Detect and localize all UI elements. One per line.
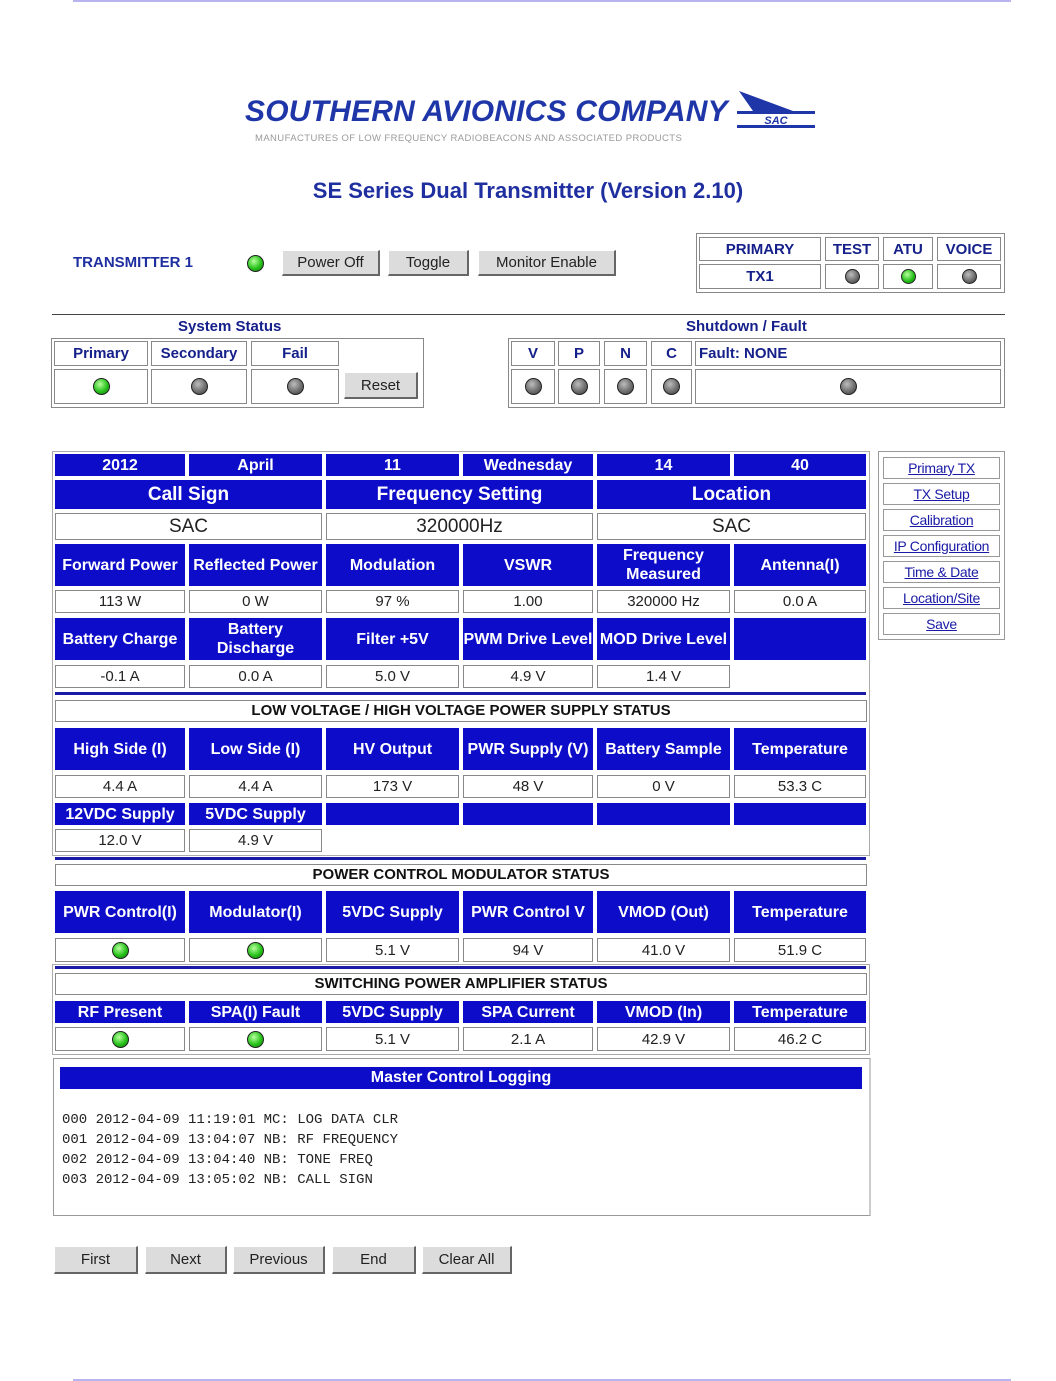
atu-led [901,269,916,284]
page-title: SE Series Dual Transmitter (Version 2.10) [312,178,744,203]
pwm-drive-level-value: 4.9 V [463,665,593,688]
fault-p-led [571,378,588,395]
date-month: April [189,454,322,476]
spa-current-value: 2.1 A [463,1027,593,1051]
log-entry: 000 2012-04-09 11:19:01 MC: LOG DATA CLR [62,1112,399,1128]
spa-5vdc-supply-header: 5VDC Supply [326,1001,459,1023]
nav-panel [878,451,1005,640]
nav-time-date[interactable]: Time & Date [883,561,1000,583]
nav-location-site[interactable]: Location/Site [883,587,1000,609]
spa-fault-led-cell [189,1027,322,1051]
fault-p-led-cell [558,369,600,404]
pcm-5vdc-supply-value: 5.1 V [326,938,459,962]
rf-present-led-cell [55,1027,185,1051]
low-side-current-header: Low Side (I) [189,728,322,770]
date-year: 2012 [55,454,185,476]
pcm-temperature-value: 51.9 C [734,938,866,962]
system-fail-header: Fail [251,341,339,366]
empty-header [597,803,730,825]
spa-temperature-header: Temperature [734,1001,866,1023]
log-panel [53,1058,871,1216]
shutdown-fault-title: Shutdown / Fault [686,318,807,335]
fault-n-led [617,378,634,395]
battery-discharge-value: 0.0 A [189,665,322,688]
fault-v-led [525,378,542,395]
modulator-led [247,942,264,959]
spa-fault-led [247,1031,264,1048]
transmitter-status-led [247,255,264,272]
high-side-current-header: High Side (I) [55,728,185,770]
lvhv-temperature-header: Temperature [734,728,866,770]
5vdc-supply-value: 4.9 V [189,829,322,852]
toggle-button[interactable]: Toggle [388,250,469,276]
fault-led-cell [695,369,1001,404]
brand-tagline: MANUFACTURES OF LOW FREQUENCY RADIOBEACONS AND ASSOCIATED PRODUCTS [255,133,683,144]
system-secondary-led [191,378,208,395]
spa-fault-header: SPA(I) Fault [189,1001,322,1023]
lvhv-separator [55,692,866,695]
voice-led [962,269,977,284]
primary-header: PRIMARY [699,237,821,261]
fault-led [840,378,857,395]
fault-n-header: N [604,341,647,366]
rf-present-led [112,1031,129,1048]
vmod-out-value: 41.0 V [597,938,730,962]
modulation-value: 97 % [326,590,459,613]
monitor-enable-button[interactable]: Monitor Enable [478,250,616,276]
forward-power-header: Forward Power [55,544,185,586]
spa-current-header: SPA Current [463,1001,593,1023]
spa-5vdc-supply-value: 5.1 V [326,1027,459,1051]
transmitter-label: TRANSMITTER 1 [73,254,193,271]
filter-5v-value: 5.0 V [326,665,459,688]
log-first-button[interactable]: First [54,1246,138,1274]
location-value: SAC [597,513,866,540]
modulation-header: Modulation [326,544,459,586]
system-secondary-led-cell [151,369,247,404]
system-primary-led [93,378,110,395]
system-secondary-header: Secondary [151,341,247,366]
filter-5v-header: Filter +5V [326,618,459,660]
time-hour: 14 [597,454,730,476]
vswr-header: VSWR [463,544,593,586]
voice-led-cell [937,264,1001,289]
brand-name: SOUTHERN AVIONICS COMPANY [245,95,728,128]
pwr-control-led [112,942,129,959]
low-side-current-value: 4.4 A [189,775,322,798]
fault-text: Fault: NONE [695,341,1001,366]
log-entry: 001 2012-04-09 13:04:07 NB: RF FREQUENCY [62,1132,399,1148]
forward-power-value: 113 W [55,590,185,613]
pwr-control-current-header: PWR Control(I) [55,891,185,933]
battery-discharge-header: Battery Discharge [189,618,322,660]
modulator-led-cell [189,938,322,962]
fault-c-led [663,378,680,395]
log-clear-all-button[interactable]: Clear All [422,1246,512,1274]
pcm-5vdc-supply-header: 5VDC Supply [326,891,459,933]
pwr-supply-voltage-header: PWR Supply (V) [463,728,593,770]
pwr-control-led-cell [55,938,185,962]
log-title: Master Control Logging [60,1067,862,1089]
pcm-temperature-header: Temperature [734,891,866,933]
battery-charge-header: Battery Charge [55,618,185,660]
5vdc-supply-header: 5VDC Supply [189,803,322,825]
date-weekday: Wednesday [463,454,593,476]
antenna-current-value: 0.0 A [734,590,866,613]
lvhv-title: LOW VOLTAGE / HIGH VOLTAGE POWER SUPPLY STATUS [55,700,867,722]
pwm-drive-level-header: PWM Drive Level [463,618,593,660]
system-status-title: System Status [178,318,282,335]
log-end-button[interactable]: End [332,1246,416,1274]
rf-present-header: RF Present [55,1001,185,1023]
reflected-power-value: 0 W [189,590,322,613]
pwr-control-voltage-value: 94 V [463,938,593,962]
fault-c-led-cell [651,369,692,404]
system-primary-led-cell [54,369,148,404]
vmod-in-value: 42.9 V [597,1027,730,1051]
reset-button[interactable]: Reset [344,372,418,399]
nav-ip-configuration[interactable]: IP Configuration [883,535,1000,557]
vswr-value: 1.00 [463,590,593,613]
status-divider [52,314,1005,315]
test-led [845,269,860,284]
log-entry: 002 2012-04-09 13:04:40 NB: TONE FREQ [62,1152,373,1168]
primary-value: TX1 [699,264,821,289]
test-header: TEST [825,237,879,261]
reflected-power-header: Reflected Power [189,544,322,586]
hv-output-header: HV Output [326,728,459,770]
log-entry: 003 2012-04-09 13:05:02 NB: CALL SIGN [62,1172,373,1188]
test-led-cell [825,264,879,289]
frequency-setting-value: 320000Hz [326,513,593,540]
system-primary-header: Primary [54,341,148,366]
nav-primary-tx[interactable]: Primary TX [883,457,1000,479]
empty-header [326,803,459,825]
call-sign-header: Call Sign [55,480,322,509]
mod-drive-level-value: 1.4 V [597,665,730,688]
high-side-current-value: 4.4 A [55,775,185,798]
fault-v-led-cell [511,369,555,404]
antenna-current-header: Antenna(I) [734,544,866,586]
date-day: 11 [326,454,459,476]
vmod-out-header: VMOD (Out) [597,891,730,933]
log-previous-button[interactable]: Previous [233,1246,325,1274]
time-minute: 40 [734,454,866,476]
atu-led-cell [883,264,933,289]
vmod-in-header: VMOD (In) [597,1001,730,1023]
fault-v-header: V [511,341,555,366]
pcm-separator [55,857,866,860]
nav-calibration[interactable]: Calibration [883,509,1000,531]
power-off-button[interactable]: Power Off [282,250,380,276]
system-fail-led [287,378,304,395]
frequency-measured-value: 320000 Hz [597,590,730,613]
frequency-setting-header: Frequency Setting [326,480,593,509]
pwr-control-voltage-header: PWR Control V [463,891,593,933]
12vdc-supply-header: 12VDC Supply [55,803,185,825]
battery-sample-value: 0 V [597,775,730,798]
fault-n-led-cell [604,369,647,404]
12vdc-supply-value: 12.0 V [55,829,185,852]
nav-save[interactable]: Save [883,613,1000,635]
pwr-supply-voltage-value: 48 V [463,775,593,798]
spa-temperature-value: 46.2 C [734,1027,866,1051]
company-logo [230,95,830,155]
system-fail-led-cell [251,369,339,404]
nav-tx-setup[interactable]: TX Setup [883,483,1000,505]
frequency-measured-header: Frequency Measured [597,544,730,586]
voice-header: VOICE [937,237,1001,261]
hv-output-value: 173 V [326,775,459,798]
location-header: Location [597,480,866,509]
logo-text: SAC [764,115,788,127]
log-next-button[interactable]: Next [145,1246,227,1274]
battery-sample-header: Battery Sample [597,728,730,770]
top-rule [73,0,1011,2]
sac-logo-icon [733,87,823,135]
spa-title: SWITCHING POWER AMPLIFIER STATUS [55,973,867,995]
mod-drive-level-header: MOD Drive Level [597,618,730,660]
pcm-title: POWER CONTROL MODULATOR STATUS [55,864,867,886]
lvhv-temperature-value: 53.3 C [734,775,866,798]
atu-header: ATU [883,237,933,261]
empty-header [734,618,866,660]
call-sign-value: SAC [55,513,322,540]
empty-header [463,803,593,825]
fault-c-header: C [651,341,692,366]
battery-charge-value: -0.1 A [55,665,185,688]
fault-p-header: P [558,341,600,366]
spa-separator [55,966,866,969]
modulator-current-header: Modulator(I) [189,891,322,933]
empty-header [734,803,866,825]
